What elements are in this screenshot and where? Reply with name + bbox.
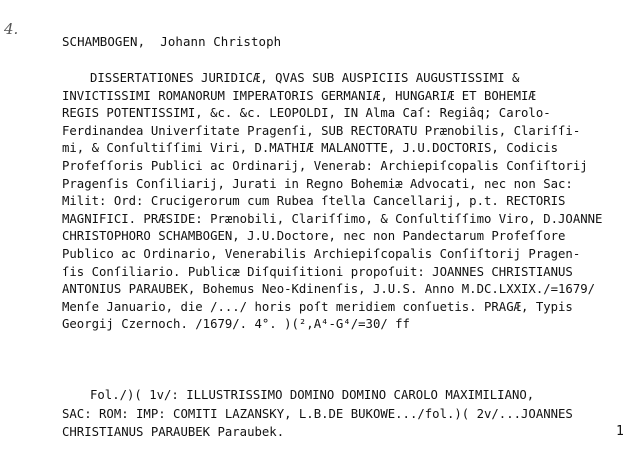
body-line: Publico ac Ordinario, Venerabilis Archiepiſcopalis Conſiſtorij Pragen-	[62, 246, 581, 261]
body-line: Milit: Ord: Crucigerorum cum Rubea ſtella Cancellarij, p.t. RECTORIS	[62, 194, 566, 209]
folio-note	[62, 386, 630, 442]
footer-line: SAC: ROM: IMP: COMITI LAZANSKY, L.B.DE BUKOWE.../fol.)( 2v/...JOANNES	[62, 406, 573, 421]
body-line: ſis Conſiliario. Publicæ Diſquiſitioni propoſuit: JOANNES CHRISTIANUS	[62, 264, 573, 279]
body-line: Profeſſoris Publici ac Ordinarij, Venerab: Archiepiſcopalis Conſiſtorij	[62, 158, 588, 173]
body-line: mi, & Conſultiſſimi Viri, D.MATHIÆ MALANOTTE, J.U.DOCTORIS, Codicis	[62, 141, 559, 156]
body-line: INVICTISSIMI ROMANORUM IMPERATORIS GERMANIÆ, HUNGARIÆ ET BOHEMIÆ	[62, 88, 536, 103]
body-line: MAGNIFICI. PRÆSIDE: Prænobili, Clariſſimo, & Conſultiſſimo Viro, D.JOANNE	[62, 211, 603, 226]
pencil-mark: 4.	[4, 20, 19, 38]
body-line: Georgij Czernoch. /1679/. 4°. )(²,A⁴-G⁴/=30/ ff	[62, 317, 410, 332]
body-line: ANTONIUS PARAUBEK, Bohemus Neo-Kdinenſis, J.U.S. Anno M.DC.LXXIX./=1679/	[62, 282, 596, 297]
footer-line: Fol./)( 1v/: ILLUSTRISSIMO DOMINO DOMINO CAROLO MAXIMILIANO,	[90, 388, 535, 402]
body-line: REGIS POTENTISSIMI, &c. &c. LEOPOLDI, IN Alma Caſ: Regiâq; Carolo-	[62, 106, 551, 121]
body-line: DISSERTATIONES JURIDICÆ, QVAS SUB AUSPICIIS AUGUSTISSIMI &	[90, 71, 520, 85]
body-line: Pragenſis Conſiliarij, Jurati in Regno Bohemiæ Advocati, nec non Sac:	[62, 176, 573, 191]
body-line: Ferdinandea Univerſitate Pragenſi, SUB RECTORATU Prænobilis, Clariſſi-	[62, 123, 581, 138]
page-number: 1	[616, 424, 624, 439]
body-line: CHRISTOPHORO SCHAMBOGEN, J.U.Doctore, nec non Pandectarum Profeſſore	[62, 229, 566, 244]
body-line: Menſe Januario, die /.../ horis poſt meridiem conſuetis. PRAGÆ, Typis	[62, 299, 573, 314]
title-description	[62, 70, 630, 334]
footer-line: CHRISTIANUS PARAUBEK Paraubek.	[62, 425, 285, 439]
author-heading: SCHAMBOGEN, Johann Christoph	[62, 34, 282, 49]
